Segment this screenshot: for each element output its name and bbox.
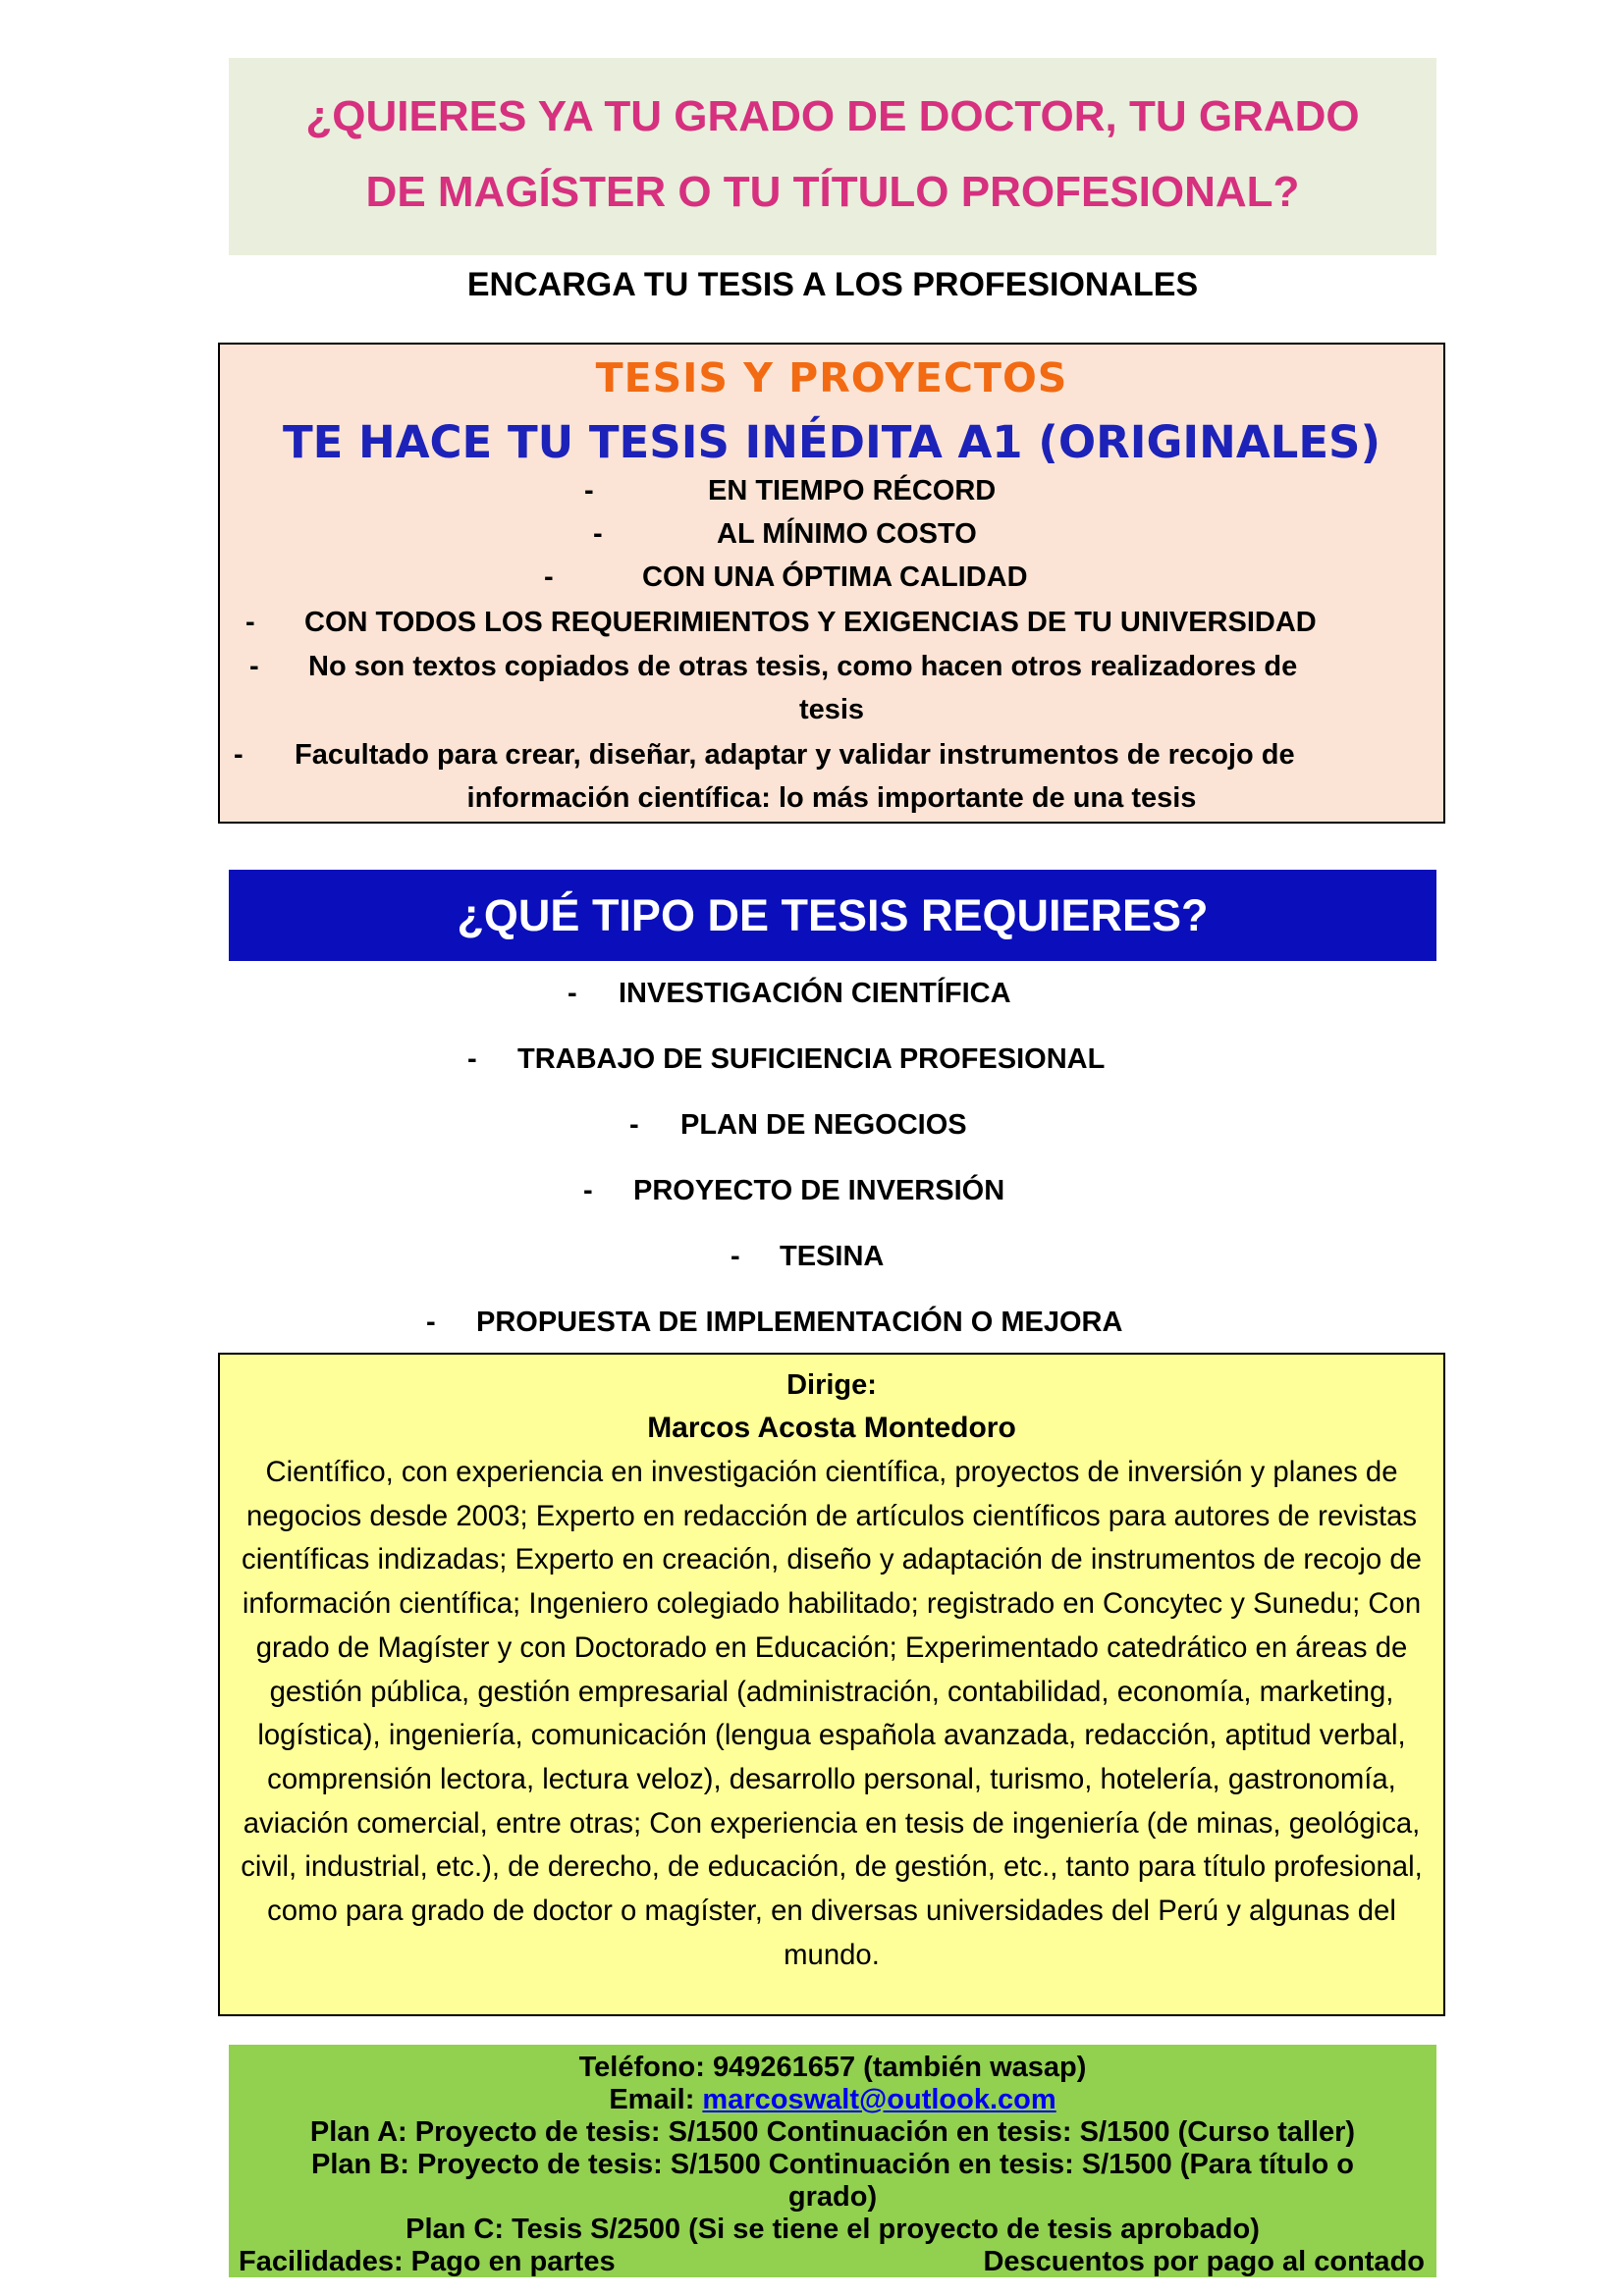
type-item — [731, 1237, 885, 1276]
contact-box — [229, 2045, 1436, 2277]
feature-text: CON UNA ÓPTIMA CALIDAD — [642, 561, 1028, 593]
bullet-dash: - — [629, 1109, 639, 1141]
subtitle: ENCARGA TU TESIS A LOS PROFESIONALES — [466, 266, 1199, 303]
type-item — [568, 974, 1011, 1013]
director-name: Marcos Acosta Montedoro — [647, 1412, 1016, 1444]
director-label: Dirige: — [786, 1369, 877, 1401]
bullet-dash: - — [467, 1043, 477, 1075]
banner-line-1: ¿QUIERES YA TU GRADO DE DOCTOR, TU GRADO — [305, 92, 1360, 140]
headline-banner — [229, 58, 1436, 255]
feature-text: No son textos copiados de otras tesis, como hacen otros realizadores de — [308, 651, 1298, 682]
email-label: Email: — [609, 2084, 703, 2115]
bullet-dash: - — [731, 1241, 740, 1272]
service-headline: TE HACE TU TESIS INÉDITA A1 (ORIGINALES) — [282, 416, 1381, 468]
facilities: Facilidades: Pago en partes — [239, 2246, 616, 2277]
type-text: PROYECTO DE INVERSIÓN — [633, 1175, 1005, 1206]
plan-b-continuation: grado) — [787, 2181, 878, 2213]
feature-continuation: información científica: lo más importante de una tesis — [466, 782, 1197, 814]
bullet-dash: - — [426, 1307, 436, 1338]
phone: Teléfono: 949261657 (también wasap) — [578, 2052, 1087, 2083]
bullet-dash: - — [245, 607, 255, 638]
feature-continuation: tesis — [798, 694, 865, 725]
type-item — [583, 1171, 1005, 1210]
feature-text: Facultado para crear, diseñar, adaptar y validar instrumentos de recojo de — [295, 739, 1295, 771]
service-box — [218, 343, 1445, 824]
email-row — [229, 2084, 1436, 2117]
bullet-dash: - — [593, 518, 603, 550]
types-title: ¿QUÉ TIPO DE TESIS REQUIERES? — [229, 870, 1436, 961]
director-bio: Científico, con experiencia en investigación científica, proyectos de inversión y planes de negocios desde 2003; Experto en redacción de artículos científicos para autores de revistas científicas indizadas; Experto en creación, diseño y adaptación de instrumentos de recojo de información científica; Ingeniero colegiado habilitado; registrado en Concytec y Sunedu; Con grado de Magíster y con Doctorado en Educación; Experimentado catedrático en áreas de gestión pública, gestión empresarial (administración, contabilidad, economía, marketing, logística), ingeniería, comunicación (lengua española avanzada, redacción, aptitud verbal, comprensión lectora, lectura veloz), desarrollo personal, turismo, hotelería, gastronomía, aviación comercial, entre otras; Con experiencia en tesis de ingeniería (de minas, geológica, civil, industrial, etc.), de derecho, de educación, de gestión, etc., tanto para título profesional, como para grado de doctor o magíster, en diversas universidades del Perú y algunas del mundo. — [241, 1456, 1423, 1971]
banner-line-2: DE MAGÍSTER O TU TÍTULO PROFESIONAL? — [365, 168, 1300, 216]
type-text: TRABAJO DE SUFICIENCIA PROFESIONAL — [517, 1043, 1106, 1075]
bullet-dash: - — [584, 475, 594, 507]
brand-name: TESIS Y PROYECTOS — [595, 354, 1068, 401]
type-text: PROPUESTA DE IMPLEMENTACIÓN O MEJORA — [476, 1307, 1123, 1338]
bullet-dash: - — [583, 1175, 593, 1206]
type-text: INVESTIGACIÓN CIENTÍFICA — [619, 978, 1011, 1009]
plan-c: Plan C: Tesis S/2500 (Si se tiene el proyecto de tesis aprobado) — [406, 2214, 1260, 2245]
bullet-dash: - — [544, 561, 554, 593]
bullet-dash: - — [249, 651, 259, 682]
type-item — [426, 1303, 1123, 1342]
feature-text: EN TIEMPO RÉCORD — [708, 475, 997, 507]
director-box — [218, 1353, 1445, 2016]
feature-text: AL MÍNIMO COSTO — [717, 518, 977, 550]
email-link[interactable]: marcoswalt@outlook.com — [702, 2084, 1056, 2115]
type-text: TESINA — [780, 1241, 885, 1272]
bullet-dash: - — [234, 739, 244, 771]
type-item — [629, 1105, 967, 1145]
plan-b: Plan B: Proyecto de tesis: S/1500 Continuación en tesis: S/1500 (Para título o — [310, 2149, 1355, 2180]
type-item — [467, 1040, 1106, 1079]
discounts: Descuentos por pago al contado — [983, 2246, 1425, 2277]
plan-a: Plan A: Proyecto de tesis: S/1500 Continuación en tesis: S/1500 (Curso taller) — [309, 2116, 1356, 2148]
type-text: PLAN DE NEGOCIOS — [680, 1109, 967, 1141]
bullet-dash: - — [568, 978, 577, 1009]
feature-text: CON TODOS LOS REQUERIMIENTOS Y EXIGENCIAS DE TU UNIVERSIDAD — [304, 607, 1317, 638]
